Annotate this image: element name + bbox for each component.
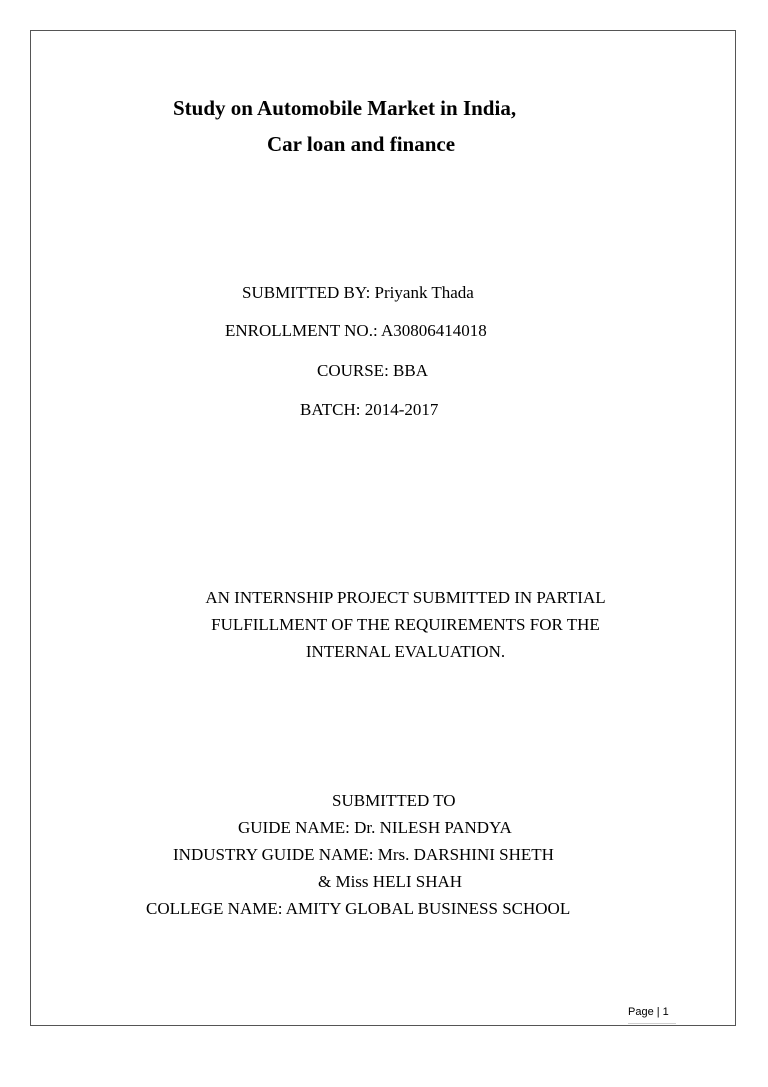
footer-rule [628,1023,676,1024]
industry-guide-name: INDUSTRY GUIDE NAME: Mrs. DARSHINI SHETH [173,845,554,864]
page-number: Page | 1 [628,1006,669,1018]
title-line-1: Study on Automobile Market in India, [173,96,517,120]
guide-name: GUIDE NAME: Dr. NILESH PANDYA [238,818,512,837]
course: COURSE: BBA [317,361,428,380]
batch: BATCH: 2014-2017 [300,400,439,419]
enrollment-number: ENROLLMENT NO.: A30806414018 [225,321,487,340]
industry-guide-name-2: & Miss HELI SHAH [318,872,463,891]
project-statement-line-1: AN INTERNSHIP PROJECT SUBMITTED IN PARTIAL [205,588,606,607]
project-statement-line-2: FULFILLMENT OF THE REQUIREMENTS FOR THE [211,615,600,634]
college-name: COLLEGE NAME: AMITY GLOBAL BUSINESS SCHOOL [146,899,571,918]
project-statement-line-3: INTERNAL EVALUATION. [305,642,506,661]
submitted-to-heading: SUBMITTED TO [332,791,456,810]
title-line-2: Car loan and finance [267,132,456,156]
submitted-by: SUBMITTED BY: Priyank Thada [242,283,474,302]
